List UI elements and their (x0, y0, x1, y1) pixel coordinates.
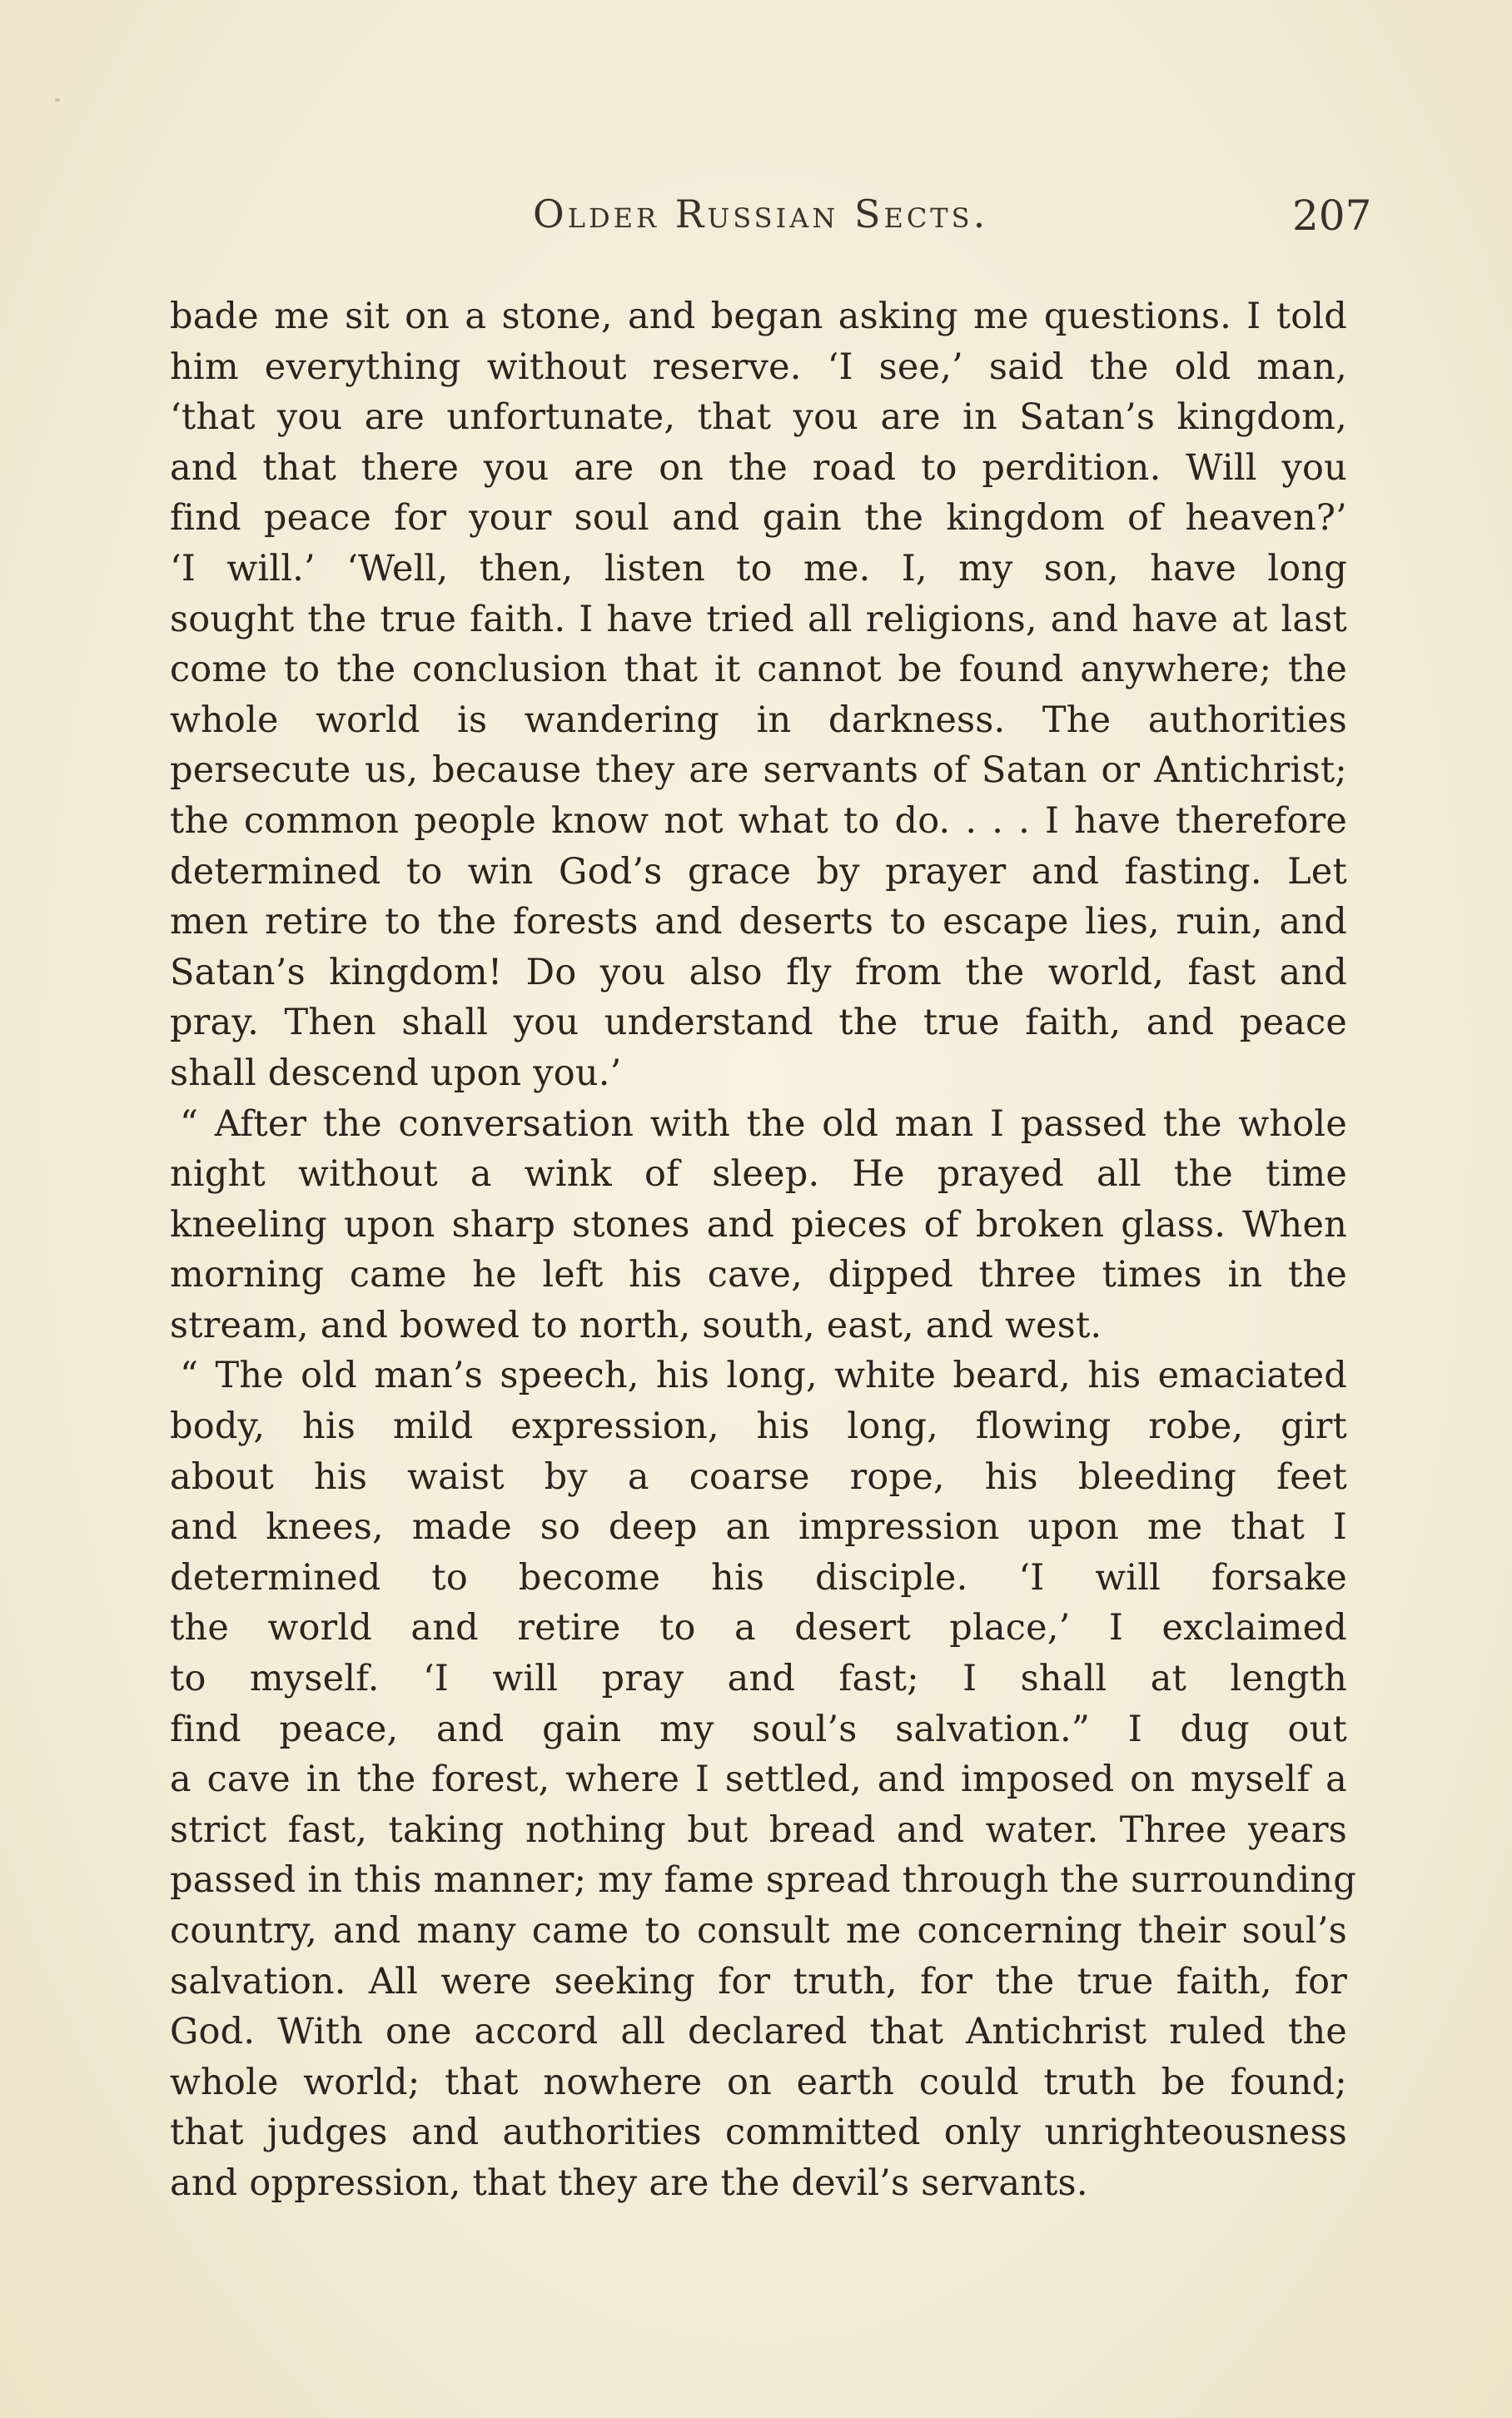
text-line: salvation. All were seeking for truth, for the true faith, for (170, 1960, 1347, 2003)
text-line: that judges and authorities committed only unrighteousness (170, 2112, 1347, 2154)
text-line: a cave in the forest, where I settled, and imposed on myself a (170, 1759, 1347, 1801)
running-head (0, 192, 1512, 258)
text-line: find peace for your soul and gain the kingdom of heaven?’ (170, 497, 1347, 540)
text-line: ‘I will.’ ‘Well, then, listen to me. I, my son, have long (170, 547, 1347, 590)
text-line: determined to become his disciple. ‘I will forsake (170, 1556, 1347, 1599)
text-line: sought the true faith. I have tried all religions, and have at last (170, 598, 1347, 640)
text-line: and that there you are on the road to perdition. Will you (170, 446, 1347, 489)
text-line: bade me sit on a stone, and began asking me questions. I told (170, 296, 1347, 337)
paragraph-start-line: “ The old man’s speech, his long, white beard, his emaciated (180, 1355, 1347, 1397)
text-line: morning came he left his cave, dipped three times in the (170, 1254, 1347, 1296)
text-line: shall descend upon you.’ (170, 1052, 622, 1094)
text-line: pray. Then shall you understand the true faith, and peace (170, 1002, 1347, 1044)
text-line: the world and retire to a desert place,’ I exclaimed (170, 1607, 1347, 1649)
text-line: him everything without reserve. ‘I see,’ said the old man, (170, 346, 1347, 388)
text-line: men retire to the forests and deserts to escape lies, ruin, and (170, 901, 1347, 943)
text-line: stream, and bowed to north, south, east, and west. (170, 1304, 1102, 1346)
text-line: whole world is wandering in darkness. The authorities (170, 699, 1347, 741)
body-text (170, 291, 1357, 2209)
page-number: 207 (1292, 192, 1372, 240)
text-line: find peace, and gain my soul’s salvation.” I dug out (170, 1708, 1347, 1750)
text-line: about his waist by a coarse rope, his bleeding feet (170, 1455, 1347, 1498)
paper-speck (55, 98, 60, 102)
text-line: night without a wink of sleep. He prayed all the time (170, 1153, 1347, 1196)
text-line: determined to win God’s grace by prayer and fasting. Let (170, 850, 1347, 893)
text-line: the common people know not what to do. . . . I have therefore (170, 799, 1347, 842)
text-line: ‘that you are unfortunate, that you are in Satan’s kingdom, (170, 396, 1347, 439)
text-line: Satan’s kingdom! Do you also fly from the world, fast and (170, 951, 1347, 993)
paragraph-start-line: “ After the conversation with the old man I passed the whole (180, 1102, 1347, 1145)
text-line: God. With one accord all declared that Antichrist ruled the (170, 2011, 1347, 2053)
running-title: Older Russian Sects. (533, 192, 989, 236)
text-line: persecute us, because they are servants of Satan or Antichrist; (170, 749, 1347, 792)
text-line: whole world; that nowhere on earth could truth be found; (170, 2061, 1347, 2103)
text-line: passed in this manner; my fame spread through the surrounding (170, 1859, 1357, 1902)
text-line: and knees, made so deep an impression upon me that I (170, 1506, 1347, 1549)
text-line: and oppression, that they are the devil’s servants. (170, 2162, 1088, 2204)
text-line: kneeling upon sharp stones and pieces of broken glass. When (170, 1203, 1347, 1246)
text-line: come to the conclusion that it cannot be found anywhere; the (170, 649, 1347, 691)
text-line: country, and many came to consult me concerning their soul’s (170, 1910, 1347, 1952)
text-line: body, his mild expression, his long, flowing robe, girt (170, 1406, 1347, 1448)
text-line: to myself. ‘I will pray and fast; I shall at length (170, 1658, 1347, 1700)
text-line: strict fast, taking nothing but bread and water. Three years (170, 1809, 1347, 1851)
